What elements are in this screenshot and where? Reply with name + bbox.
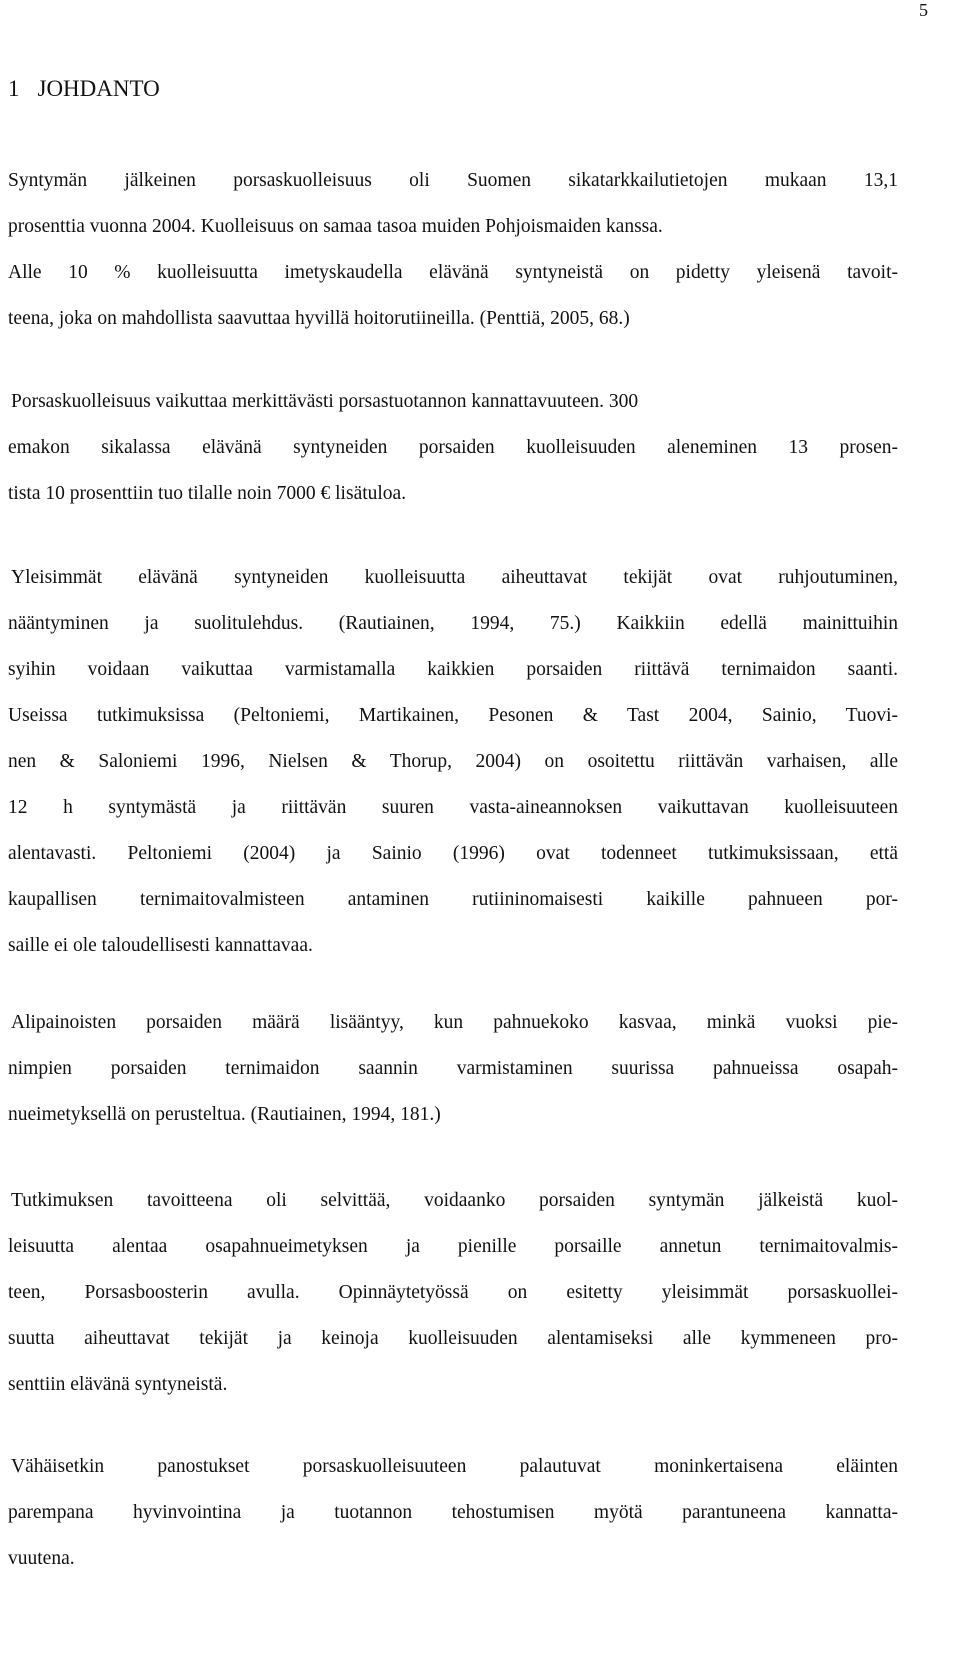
paragraph-line: Alle 10 % kuolleisuutta imetyskaudella elävänä syntyneistä on pidetty yleisenä tavoit- <box>8 262 898 283</box>
paragraph-line: nimpien porsaiden ternimaidon saannin varmistaminen suurissa pahnueissa osapah- <box>8 1058 898 1079</box>
paragraph-2 <box>8 379 898 517</box>
paragraph-line: Syntymän jälkeinen porsaskuolleisuus oli Suomen sikatarkkailutietojen mukaan 13,1 <box>8 170 898 191</box>
paragraph-line: leisuutta alentaa osapahnueimetyksen ja pienille porsaille annetun ternimaitovalmis- <box>8 1236 898 1257</box>
paragraph-line: kaupallisen ternimaitovalmisteen antaminen rutiininomaisesti kaikille pahnueen por- <box>8 889 898 910</box>
paragraph-line: vuutena. <box>8 1548 75 1569</box>
paragraph-line: teen, Porsasboosterin avulla. Opinnäytetyössä on esitetty yleisimmät porsaskuollei- <box>8 1282 898 1303</box>
paragraph-1 <box>8 158 898 342</box>
paragraph-line: Alipainoisten porsaiden määrä lisääntyy, kun pahnuekoko kasvaa, minkä vuoksi pie- <box>11 1012 898 1033</box>
paragraph-line: suutta aiheuttavat tekijät ja keinoja kuolleisuuden alentamiseksi alle kymmeneen pro- <box>8 1328 898 1349</box>
paragraph-line: Vähäisetkin panostukset porsaskuolleisuuteen palautuvat moninkertaisena eläinten <box>11 1456 898 1477</box>
section-heading <box>8 76 178 102</box>
paragraph-line: Useissa tutkimuksissa (Peltoniemi, Martikainen, Pesonen & Tast 2004, Sainio, Tuovi- <box>8 705 898 726</box>
paragraph-line: nääntyminen ja suolitulehdus. (Rautiainen, 1994, 75.) Kaikkiin edellä mainittuihin <box>8 613 898 634</box>
paragraph-line: nen & Saloniemi 1996, Nielsen & Thorup, 2004) on osoitettu riittävän varhaisen, alle <box>8 751 898 772</box>
paragraph-line: nueimetyksellä on perusteltua. (Rautiainen, 1994, 181.) <box>8 1104 441 1125</box>
paragraph-line: syihin voidaan vaikuttaa varmistamalla kaikkien porsaiden riittävä ternimaidon saanti. <box>8 659 898 680</box>
paragraph-3 <box>8 555 898 969</box>
paragraph-line: alentavasti. Peltoniemi (2004) ja Sainio (1996) ovat todenneet tutkimuksissaan, että <box>8 843 898 864</box>
paragraph-4 <box>8 1000 898 1138</box>
page-number: 5 <box>919 0 928 20</box>
paragraph-line: saille ei ole taloudellisesti kannattavaa. <box>8 935 313 956</box>
paragraph-line: tista 10 prosenttiin tuo tilalle noin 7000 € lisätuloa. <box>8 483 407 504</box>
paragraph-line: Porsaskuolleisuus vaikuttaa merkittävästi porsastuotannon kannattavuuteen. 300 <box>11 391 639 412</box>
paragraph-6 <box>8 1444 898 1582</box>
paragraph-line: emakon sikalassa elävänä syntyneiden porsaiden kuolleisuuden aleneminen 13 prosen- <box>8 437 898 458</box>
paragraph-line: senttiin elävänä syntyneistä. <box>8 1374 228 1395</box>
paragraph-line: teena, joka on mahdollista saavuttaa hyvillä hoitorutiineilla. (Penttiä, 2005, 68.) <box>8 308 630 329</box>
paragraph-line: Yleisimmät elävänä syntyneiden kuolleisuutta aiheuttavat tekijät ovat ruhjoutuminen, <box>11 567 898 588</box>
section-number: 1 <box>8 76 20 101</box>
paragraph-line: parempana hyvinvointina ja tuotannon tehostumisen myötä parantuneena kannatta- <box>8 1502 898 1523</box>
paragraph-line: 12 h syntymästä ja riittävän suuren vasta-aineannoksen vaikuttavan kuolleisuuteen <box>8 797 898 818</box>
paragraph-line: Tutkimuksen tavoitteena oli selvittää, voidaanko porsaiden syntymän jälkeistä kuol- <box>11 1190 898 1211</box>
section-title: JOHDANTO <box>37 76 160 101</box>
paragraph-5 <box>8 1178 898 1408</box>
paragraph-line: prosenttia vuonna 2004. Kuolleisuus on samaa tasoa muiden Pohjoismaiden kanssa. <box>8 216 663 237</box>
